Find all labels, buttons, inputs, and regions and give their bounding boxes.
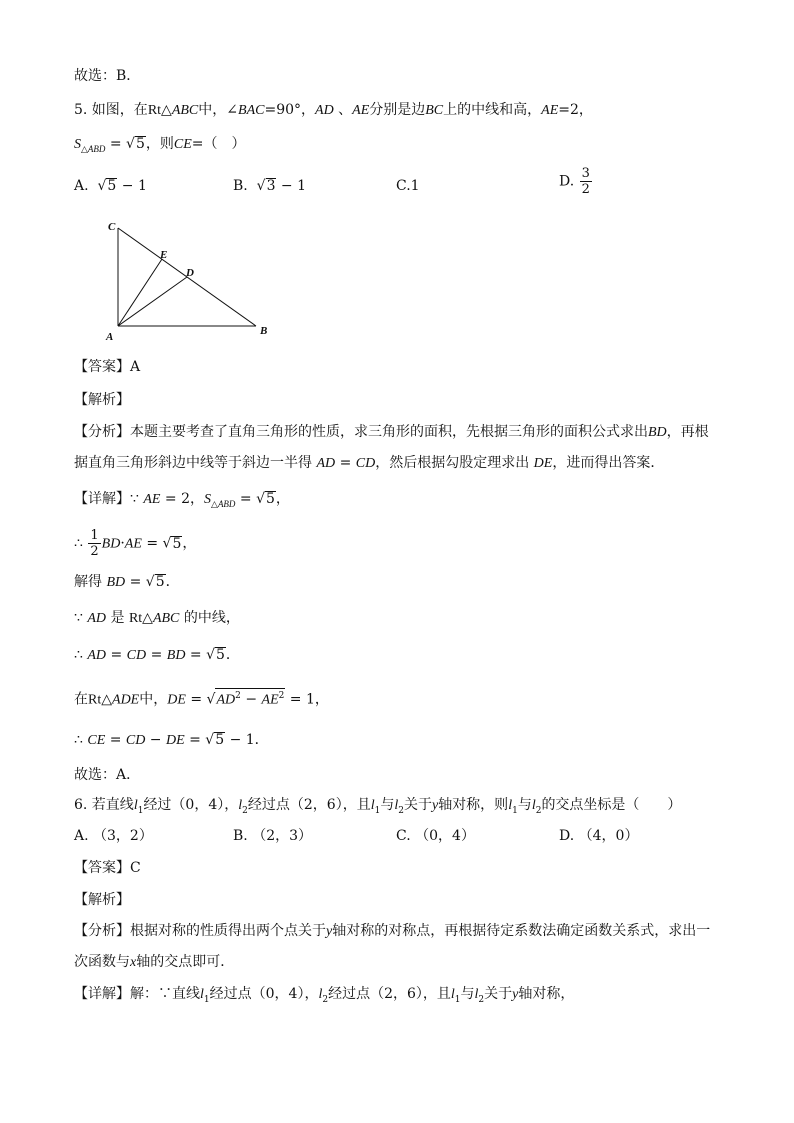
- label-b: B: [260, 325, 268, 337]
- q5-option-c: C.1: [396, 178, 420, 194]
- q5-detail-line5: ∴ AD = CD = BD = √5．: [74, 647, 240, 663]
- q5-answer: 【答案】A: [74, 359, 141, 375]
- q5-detail-line6: 在Rt△ADE中，DE = $√AD^2 - AE^2 = 1$，: [74, 688, 329, 711]
- q5-analysis-line2: 据直角三角形斜边中线等于斜边一半得 AD = CD，然后根据勾股定理求出 DE，进而得出答案．: [74, 455, 665, 471]
- q6-option-a: A. （3，2）: [74, 828, 153, 844]
- q5-detail-line2: ∴ $\frac{1}{2}$ BD·AE = √5，: [74, 528, 197, 559]
- q6-answer: 【答案】C: [74, 860, 141, 876]
- q5-option-d: D. $\frac{3}{2}$: [559, 166, 590, 197]
- q5-option-b: B. √3 − 1: [233, 178, 307, 194]
- prev-conclusion: 故选：B．: [74, 68, 141, 84]
- altitude-ae: [118, 259, 162, 326]
- median-ad: [118, 277, 187, 326]
- q5-analysis-line1: 【分析】本题主要考查了直角三角形的性质，求三角形的面积，先根据三角形的面积公式求出BD，再根: [74, 424, 709, 440]
- triangle-figure: [100, 218, 280, 348]
- q6-analysis-line1: 【分析】根据对称的性质得出两个点关于y轴对称的对称点，再根据待定系数法确定函数关系式，求出一: [74, 923, 711, 939]
- q5-option-a: A. √5 − 1: [74, 178, 147, 194]
- q5-analysis-heading: 【解析】: [74, 392, 130, 408]
- q5-detail-line4: ∵ AD 是 Rt△ABC 的中线，: [74, 610, 240, 626]
- q5-detail-line7: ∴ CE = CD − DE = √5 − 1．: [74, 732, 269, 748]
- q6-analysis-heading: 【解析】: [74, 892, 130, 908]
- q6-stem: 6. 若直线$l_1$经过（0，4），$l_2$经过点（2，6），且$l_1$与$l_2$关于y轴对称，则$l_1$与$l_2$的交点坐标是（ ）: [74, 797, 682, 816]
- label-e: E: [160, 249, 168, 261]
- q5-stem-line1: 5. 如图，在Rt△ABC中，∠BAC=90°，AD 、AE分别是边BC上的中线和高，AE=2，: [74, 102, 593, 118]
- label-a: A: [106, 331, 114, 343]
- q6-option-c: C. （0，4）: [396, 828, 475, 844]
- q6-option-b: B. （2，3）: [233, 828, 313, 844]
- q5-detail-line1: 【详解】∵ AE = 2，$S_{\triangle ABD} = √5$，: [74, 491, 290, 510]
- q6-option-d: D. （4，0）: [559, 828, 639, 844]
- q6-detail-line1: 【详解】解：∵直线$l_1$经过点（0，4），$l_2$经过点（2，6），且$l_1$与$l_2$关于y轴对称，: [74, 986, 575, 1005]
- q5-detail-line3: 解得 BD = √5．: [74, 574, 180, 590]
- label-c: C: [108, 221, 116, 233]
- q6-analysis-line2: 次函数与x轴的交点即可．: [74, 954, 235, 970]
- q5-stem-line2: $S_{\triangle ABD} = √5$，则CE=（ ）: [74, 136, 246, 155]
- q5-conclusion: 故选：A．: [74, 767, 141, 783]
- label-d: D: [186, 267, 194, 279]
